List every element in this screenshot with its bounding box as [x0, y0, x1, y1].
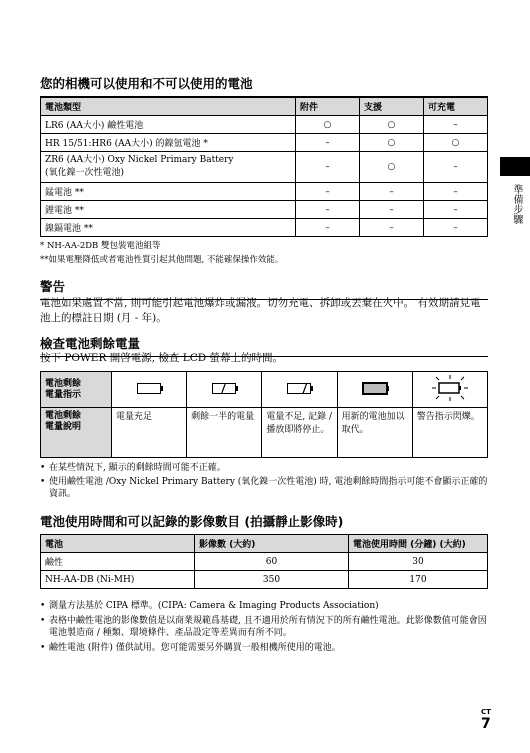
table-row: [41, 116, 488, 134]
cell: [262, 372, 337, 408]
cell: ○: [359, 152, 423, 183]
battery-level-intro: 按下 POWER 開啓電源, 檢查 LCD 螢幕上的時間。: [40, 352, 283, 364]
list-item: • 使用鹼性電池 /Oxy Nickel Primary Battery (氧化鎳一次性電池) 時, 電池剩餘時間指示可能不會顯示正確的資訊。: [40, 476, 488, 500]
cell: –: [295, 152, 359, 183]
cell: –: [295, 219, 359, 237]
cell: –: [359, 219, 423, 237]
th-minutes: 電池使用時間 (分鐘) (大約): [349, 535, 488, 553]
cell: 60: [195, 553, 349, 571]
cell: [41, 152, 296, 183]
footnote-1: * NH-AA-2DB 雙包裝電池組等: [40, 241, 161, 251]
cell: 鹼性: [41, 553, 195, 571]
cell: ○: [359, 116, 423, 134]
list-item: • 在某些情況下, 顯示的剩餘時間可能不正確。: [40, 462, 488, 474]
table-row: [41, 571, 488, 589]
cell: NH-AA-DB (Ni-MH): [41, 571, 195, 589]
cell: [187, 372, 262, 408]
footnote-2: **如果電壓降低或者電池性質引起其他問題, 不能確保操作效能。: [40, 255, 284, 265]
side-tab-marker: [500, 157, 530, 176]
cell: [111, 372, 186, 408]
list-item: • 表格中鹼性電池的影像數值是以商業規範爲基礎, 且不適用於所有情況下的所有鹼性電池。此影像數值可能會因電池製造商 / 種類、環境條件、產品設定等差異而有所不同。: [40, 615, 488, 639]
battery-full-icon: [137, 383, 161, 394]
cell: 30: [349, 553, 488, 571]
cell: ○: [359, 134, 423, 152]
cell: ○: [423, 134, 487, 152]
cell: –: [423, 201, 487, 219]
battery-level-notes: [40, 462, 488, 500]
level-desc: 用新的電池加以取代。: [337, 408, 412, 458]
cell: –: [423, 152, 487, 183]
battery-warning-icon: [430, 373, 470, 403]
battery-low-icon: [287, 383, 311, 394]
cell: –: [359, 183, 423, 201]
level-desc: 電量充足: [111, 408, 186, 458]
section-title-battery-level: 檢查電池剩餘電量: [40, 334, 488, 357]
th-battery: 電池: [41, 535, 195, 553]
cell: 鎳鎘電池 **: [41, 219, 296, 237]
list-item: • 測量方法基於 CIPA 標準。(CIPA: Camera & Imaging Products Association): [40, 600, 488, 612]
cell: HR 15/51:HR6 (AA大小) 的鎳氫電池 *: [41, 134, 296, 152]
table-row: [41, 553, 488, 571]
battery-indicator-table: [40, 371, 488, 458]
section-title-usable-batteries: 您的相機可以使用和不可以使用的電池: [40, 74, 488, 97]
th-rechargeable: 可充電: [423, 98, 487, 116]
table-row: [41, 134, 488, 152]
cell-line: (氧化鎳一次性電池): [45, 168, 125, 178]
cell: [337, 372, 412, 408]
cell: 170: [349, 571, 488, 589]
battery-half-icon: [212, 383, 236, 394]
cell: –: [295, 201, 359, 219]
page-number: 7: [481, 716, 491, 732]
level-desc: 警告指示閃爍。: [412, 408, 487, 458]
cell: –: [423, 116, 487, 134]
th-type: 電池類型: [41, 98, 296, 116]
table-row: [41, 183, 488, 201]
language-code: CT: [481, 708, 491, 716]
cell: –: [423, 219, 487, 237]
list-item: • 鹼性電池 (附件) 僅供試用。您可能需要另外購買一般相機所使用的電池。: [40, 642, 488, 654]
battery-life-table: [40, 534, 488, 589]
cell: LR6 (AA大小) 鹼性電池: [41, 116, 296, 134]
table-row: [41, 152, 488, 183]
warning-title: 警告: [40, 277, 488, 300]
cell: –: [423, 183, 487, 201]
battery-type-table: [40, 97, 488, 237]
th-included: 附件: [295, 98, 359, 116]
battery-empty-icon: [362, 382, 388, 395]
row-label-indicator: 電池剩餘 電量指示: [41, 372, 112, 408]
table-row: [41, 201, 488, 219]
side-tab-label: 準備步驟: [511, 184, 522, 224]
th-supported: 支援: [359, 98, 423, 116]
section-title-battery-life: 電池使用時間和可以記錄的影像數目 (拍攝靜止影像時): [40, 512, 488, 535]
cell: –: [359, 201, 423, 219]
cell-line: ZR6 (AA大小) Oxy Nickel Primary Battery: [45, 155, 234, 165]
cell: –: [295, 134, 359, 152]
cell: [412, 372, 487, 408]
cell: 鋰電池 **: [41, 201, 296, 219]
battery-life-notes: [40, 600, 488, 654]
row-label-description: 電池剩餘 電量說明: [41, 408, 112, 458]
cell: 錳電池 **: [41, 183, 296, 201]
table-row: [41, 219, 488, 237]
warning-text: 電池如果處置不當, 則可能引起電池爆炸或漏液。切勿充電、拆卸或丟棄在火中。 有效期請見電池上的標註日期 (月 - 年)。: [40, 297, 481, 324]
level-desc: 電量不足, 記錄 / 播放即將停止。: [262, 408, 337, 458]
cell: 350: [195, 571, 349, 589]
cell: ○: [295, 116, 359, 134]
cell: –: [295, 183, 359, 201]
level-desc: 剩餘一半的電量: [187, 408, 262, 458]
th-images: 影像數 (大約): [195, 535, 349, 553]
